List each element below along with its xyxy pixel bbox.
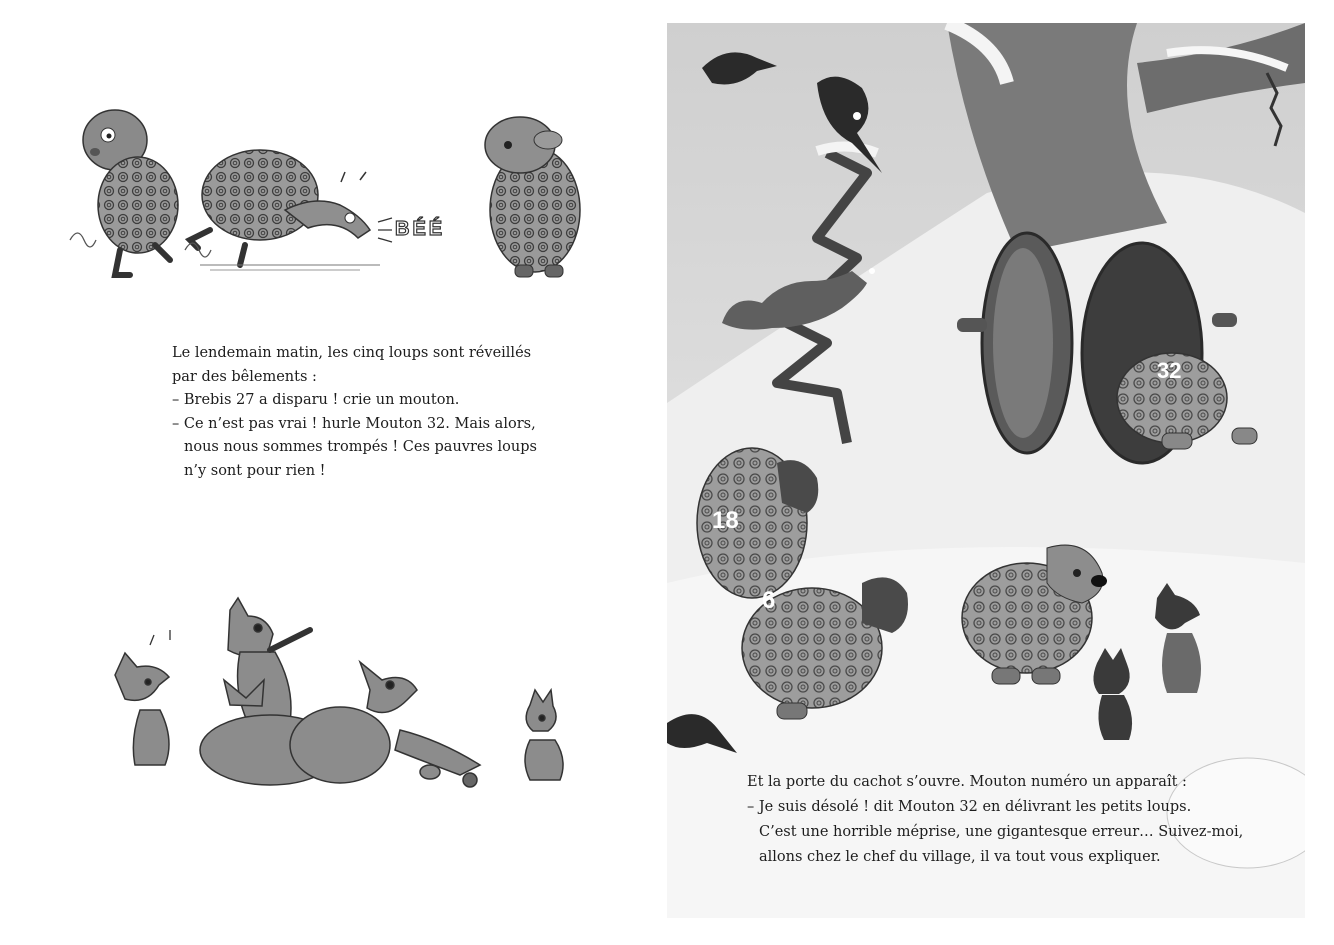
left-text-line-2: par des bêlements : xyxy=(172,368,317,385)
left-page-text xyxy=(172,342,572,483)
tumbling-sheep xyxy=(185,150,380,270)
right-text-line-4: allons chez le chef du village, il va tout vous expliquer. xyxy=(759,849,1161,865)
left-text-line-4: – Ce n’est pas vrai ! hurle Mouton 32. Mais alors, xyxy=(172,415,536,432)
standing-sheep xyxy=(485,117,580,277)
small-wolf-right xyxy=(525,690,563,780)
sheep-number-6: 6 xyxy=(762,587,776,614)
running-sheep xyxy=(70,110,178,275)
right-text-line-2: – Je suis désolé ! dit Mouton 32 en délivrant les petits loups. xyxy=(747,799,1192,815)
sheep-number-32: 32 xyxy=(1157,358,1182,383)
left-text-line-1: Le lendemain matin, les cinq loups sont réveillés xyxy=(172,345,532,361)
left-text-line-3: – Brebis 27 a disparu ! crie un mouton. xyxy=(172,392,460,408)
right-page-text xyxy=(747,770,1287,870)
right-text-line-1: Et la porte du cachot s’ouvre. Mouton numéro un apparaît : xyxy=(747,774,1187,790)
wolf-illustration xyxy=(90,590,590,795)
sheep-number-18: 18 xyxy=(712,507,739,534)
sound-effect-bee: BÉÉ xyxy=(395,218,446,240)
sheep-illustration xyxy=(60,100,620,285)
left-text-line-6: n’y sont pour rien ! xyxy=(184,462,326,479)
left-text-line-5: nous nous sommes trompés ! Ces pauvres loups xyxy=(184,439,537,455)
right-text-line-3: C’est une horrible méprise, une gigantesque erreur… Suivez-moi, xyxy=(759,824,1244,840)
small-wolf-left xyxy=(115,653,169,765)
tall-wolf xyxy=(228,598,310,727)
right-page xyxy=(667,23,1305,918)
